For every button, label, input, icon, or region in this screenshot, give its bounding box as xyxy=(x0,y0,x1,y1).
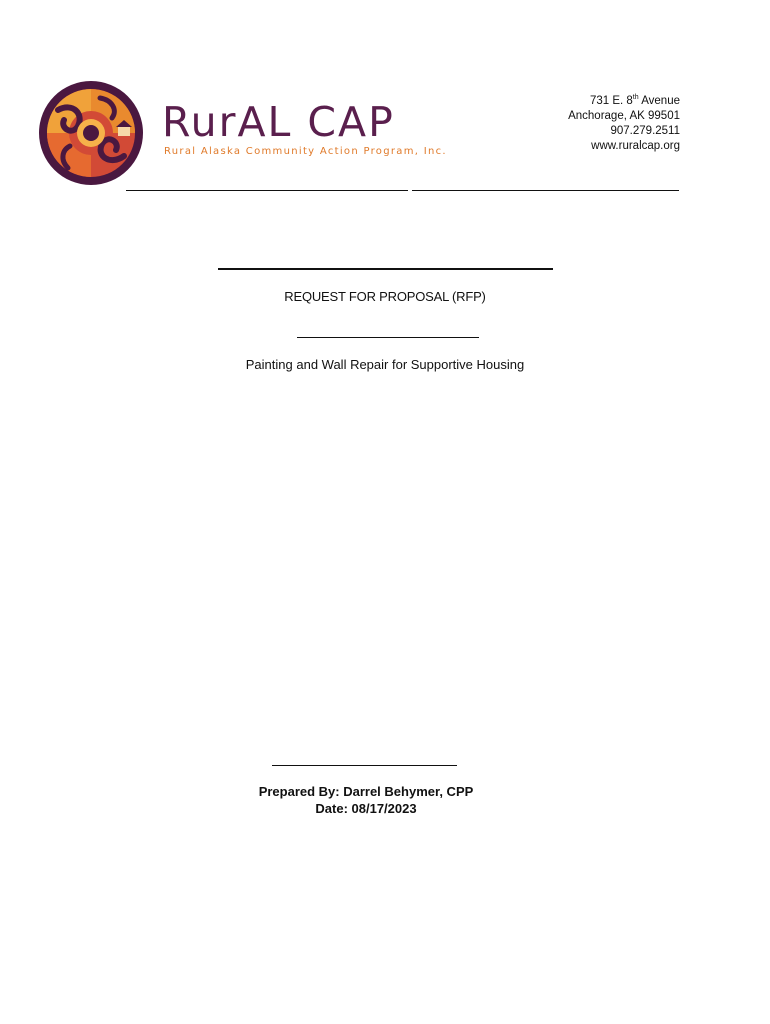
document-type: REQUEST FOR PROPOSAL (RFP) xyxy=(284,289,486,304)
section-rule xyxy=(297,337,479,338)
letterhead-divider-left xyxy=(126,190,408,191)
address-street: 731 E. 8th Avenue xyxy=(589,94,680,107)
prepared-by: Prepared By: Darrel Behymer, CPP xyxy=(258,784,474,799)
letterhead-divider-right xyxy=(412,190,679,191)
org-address xyxy=(568,94,680,154)
address-phone: 907.279.2511 xyxy=(610,125,680,137)
org-tagline: Rural Alaska Community Action Program, Inc. xyxy=(164,146,447,157)
prepared-block xyxy=(0,783,732,817)
address-city: Anchorage, AK 99501 xyxy=(568,110,680,122)
signature-rule xyxy=(272,765,457,766)
org-name: RurAL CAP xyxy=(162,98,395,146)
address-website: www.ruralcap.org xyxy=(591,140,680,152)
rural-cap-emblem-icon xyxy=(38,80,144,186)
title-rule xyxy=(218,268,553,270)
project-title: Painting and Wall Repair for Supportive Housing xyxy=(245,357,525,372)
document-date: Date: 08/17/2023 xyxy=(315,801,417,816)
